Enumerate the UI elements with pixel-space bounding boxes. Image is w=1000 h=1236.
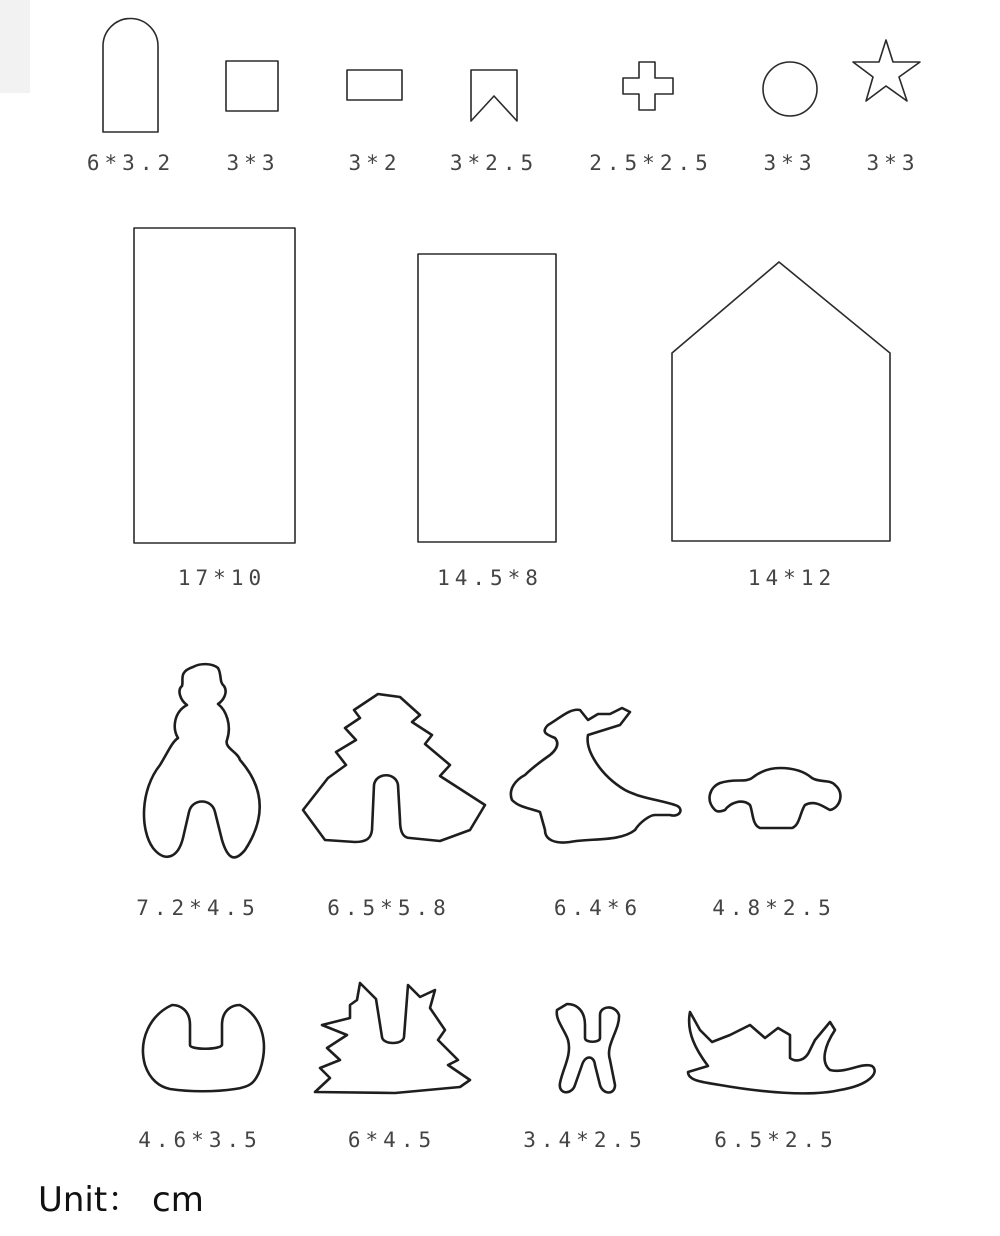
dimension-label: 3*3 [866, 151, 920, 175]
dimension-label: 3.4*2.5 [523, 1128, 647, 1152]
wall-large-shape [134, 228, 295, 543]
unit-label: Unit： cm [38, 1180, 204, 1220]
rectangle-window-shape [347, 70, 402, 100]
wall-medium-shape [418, 254, 556, 542]
square-window-shape [226, 61, 278, 111]
dimension-label: 6.5*2.5 [714, 1128, 838, 1152]
star-shape [853, 40, 920, 101]
dimension-label: 6*3.2 [86, 151, 176, 175]
snowman-shape [144, 664, 260, 857]
reindeer-legs-shape [557, 1004, 619, 1093]
dimension-label: 4.6*3.5 [138, 1128, 262, 1152]
circle-shape [763, 62, 817, 116]
dimension-label: 3*3 [763, 151, 817, 175]
dimension-label: 6*4.5 [347, 1128, 437, 1152]
dimension-label: 17*10 [177, 566, 267, 590]
christmas-tree-shape [303, 694, 485, 842]
banner-shape [471, 70, 517, 121]
dimension-label: 3*3 [226, 151, 280, 175]
tree-sled-shape [315, 983, 470, 1093]
dimension-label: 6.5*5.8 [327, 896, 451, 920]
sleigh-shape [688, 1012, 875, 1093]
dimension-label: 3*2.5 [449, 151, 539, 175]
dimension-label: 4.8*2.5 [712, 896, 836, 920]
dimension-label: 14.5*8 [437, 566, 543, 590]
dimension-label: 6.4*6 [553, 896, 643, 920]
dimension-label: 2.5*2.5 [589, 151, 713, 175]
horseshoe-shape [143, 1005, 264, 1091]
house-gable-shape [672, 262, 890, 541]
dimension-label: 7.2*4.5 [136, 896, 260, 920]
arch-door-shape [103, 18, 158, 132]
dimension-label: 3*2 [348, 151, 402, 175]
cross-shape [623, 62, 673, 110]
reindeer-shape [511, 708, 681, 843]
dimension-label: 14*12 [747, 566, 837, 590]
hat-shape [710, 768, 841, 828]
